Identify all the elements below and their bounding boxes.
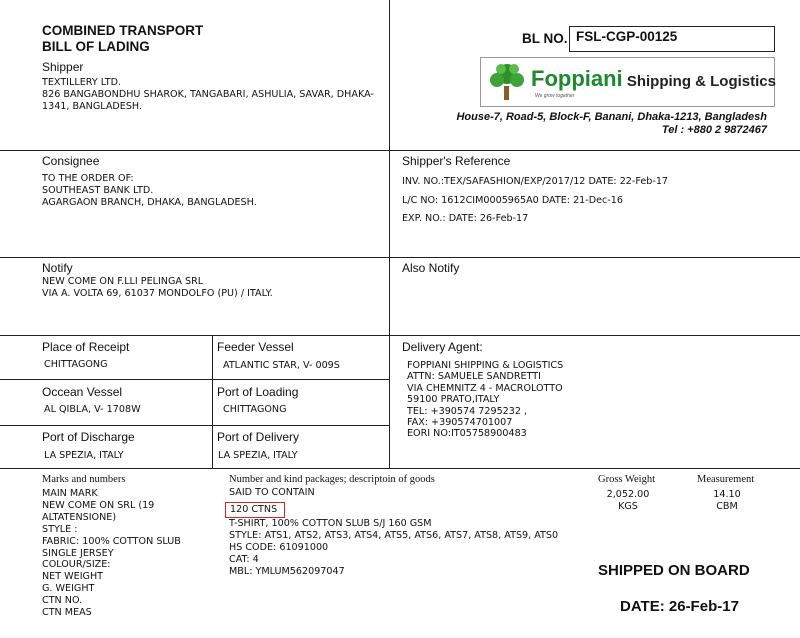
delivery-agent-details	[407, 360, 563, 440]
shipper-line: 826 BANGABONDHU SHAROK, TANGABARI, ASHULIA, SAVAR, DHAKA-	[42, 89, 374, 100]
goods-description-label: Number and kind packages; descriptoin of goods	[229, 474, 435, 485]
tree-logo-icon	[485, 60, 529, 104]
goods-line: T-SHIRT, 100% COTTON SLUB S/J 160 GSM	[229, 518, 432, 529]
company-tel: Tel : +880 2 9872467	[661, 124, 767, 136]
consignee-line: TO THE ORDER OF:	[42, 173, 134, 184]
measurement-label: Measurement	[697, 474, 755, 485]
port-of-loading-label: Port of Loading	[217, 385, 299, 399]
shipper-details	[42, 77, 374, 113]
marks-line: FABRIC: 100% COTTON SLUB	[42, 535, 181, 547]
goods-line: MBL: YMLUM562097047	[229, 565, 345, 577]
port-of-discharge-value: LA SPEZIA, ITALY	[44, 450, 124, 461]
feeder-vessel-value: ATLANTIC STAR, V- 009S	[223, 360, 340, 371]
delivery-agent-line: EORI NO:IT05758900483	[407, 428, 527, 440]
feeder-vessel-label: Feeder Vessel	[217, 340, 294, 354]
delivery-agent-line: VIA CHEMNITZ 4 - MACROLOTTO	[407, 382, 563, 394]
company-logo-banner	[480, 57, 775, 107]
lc-number: L/C NO: 1612CIM0005965A0 DATE: 21-Dec-16	[402, 195, 623, 206]
shipper-line: TEXTILLERY LTD.	[42, 77, 122, 88]
marks-line: MAIN MARK	[42, 488, 98, 499]
notify-details	[42, 276, 273, 300]
rule-vertical-ports	[212, 335, 213, 468]
rule-vertical-main	[389, 0, 390, 468]
consignee-label: Consignee	[42, 154, 100, 168]
shipped-on-board: SHIPPED ON BOARD	[598, 562, 750, 579]
port-of-discharge-label: Port of Discharge	[42, 430, 135, 444]
marks-line: G. WEIGHT	[42, 583, 95, 595]
marks-details	[42, 488, 181, 619]
rule-top-section	[0, 150, 800, 151]
place-of-receipt-value: CHITTAGONG	[44, 359, 108, 370]
title-line-2: BILL OF LADING	[42, 39, 150, 54]
delivery-agent-line: TEL: +390574 7295232 ,	[407, 405, 528, 417]
notify-line: NEW COME ON F.LLI PELINGA SRL	[42, 276, 204, 287]
delivery-agent-line: 59100 PRATO,ITALY	[407, 394, 500, 406]
rule-row-vessel	[0, 425, 390, 426]
marks-line: STYLE :	[42, 523, 78, 535]
goods-line: CAT: 4	[229, 553, 259, 565]
consignee-line: AGARGAON BRANCH, DHAKA, BANGLADESH.	[42, 197, 257, 208]
marks-line: SINGLE JERSEY	[42, 547, 114, 559]
rule-before-goods	[0, 468, 800, 469]
also-notify-label: Also Notify	[402, 261, 460, 275]
delivery-agent-line: FAX: +390574701007	[407, 417, 513, 429]
shipper-label: Shipper	[42, 60, 84, 74]
gross-weight-value: 2,052.00	[606, 489, 650, 500]
delivery-agent-line: FOPPIANI SHIPPING & LOGISTICS	[407, 360, 564, 371]
delivery-agent-line: ATTN: SAMUELE SANDRETTI	[407, 371, 541, 383]
port-of-loading-value: CHITTAGONG	[223, 404, 287, 415]
consignee-line: SOUTHEAST BANK LTD.	[42, 185, 154, 196]
bl-number-label: BL NO.	[522, 31, 568, 46]
marks-line: COLOUR/SIZE:	[42, 559, 111, 571]
said-to-contain: SAID TO CONTAIN	[229, 487, 315, 498]
rule-row-receipt	[0, 379, 390, 380]
delivery-agent-label: Delivery Agent:	[402, 340, 483, 354]
goods-details	[229, 518, 558, 578]
marks-line: ALTATENSIONE)	[42, 511, 117, 523]
bl-number-value: FSL-CGP-00125	[576, 29, 678, 44]
bl-number-box	[569, 26, 775, 52]
marks-label: Marks and numbers	[42, 474, 126, 485]
ocean-vessel-value: AL QIBLA, V- 1708W	[44, 404, 141, 415]
port-of-delivery-label: Port of Delivery	[217, 430, 300, 444]
document-title	[42, 23, 203, 55]
rule-after-notify	[0, 335, 800, 336]
company-brand-suffix: Shipping & Logistics	[622, 73, 776, 90]
company-brand-name: Foppiani	[531, 66, 623, 91]
marks-line: NET WEIGHT	[42, 571, 104, 583]
rule-after-consignee	[0, 257, 800, 258]
exp-number: EXP. NO.: DATE: 26-Feb-17	[402, 213, 529, 224]
marks-line: CTN MEAS	[42, 607, 92, 619]
company-address-block	[456, 111, 767, 137]
marks-line: NEW COME ON SRL (19	[42, 499, 155, 511]
title-line-1: COMBINED TRANSPORT	[42, 23, 204, 38]
ctns-count: 120 CTNS	[230, 504, 278, 515]
shipped-date: DATE: 26-Feb-17	[620, 598, 739, 615]
goods-line: HS CODE: 61091000	[229, 541, 329, 553]
shipper-line: 1341, BANGLADESH.	[42, 101, 143, 112]
invoice-number: INV. NO.:TEX/SAFASHION/EXP/2017/12 DATE: 22-Feb-17	[402, 176, 669, 187]
gross-weight-label: Gross Weight	[598, 474, 656, 485]
notify-label: Notify	[42, 261, 73, 275]
ocean-vessel-label: Occean Vessel	[42, 385, 123, 399]
consignee-details	[42, 173, 257, 209]
goods-line: STYLE: ATS1, ATS2, ATS3, ATS4, ATS5, ATS6, ATS7, ATS8, ATS9, ATS0	[229, 529, 559, 541]
shippers-reference-label: Shipper's Reference	[402, 154, 511, 168]
measurement-value: 14.10	[713, 489, 741, 500]
company-name	[531, 66, 776, 92]
company-address: House-7, Road-5, Block-F, Banani, Dhaka-1213, Bangladesh	[456, 111, 767, 123]
measurement-unit: CBM	[716, 501, 738, 512]
company-tagline: We grow together	[535, 93, 575, 99]
marks-line: CTN NO.	[42, 595, 83, 607]
place-of-receipt-label: Place of Receipt	[42, 340, 130, 354]
notify-line: VIA A. VOLTA 69, 61037 MONDOLFO (PU) / ITALY.	[42, 288, 273, 299]
port-of-delivery-value: LA SPEZIA, ITALY	[218, 450, 298, 461]
gross-weight-unit: KGS	[618, 501, 638, 512]
